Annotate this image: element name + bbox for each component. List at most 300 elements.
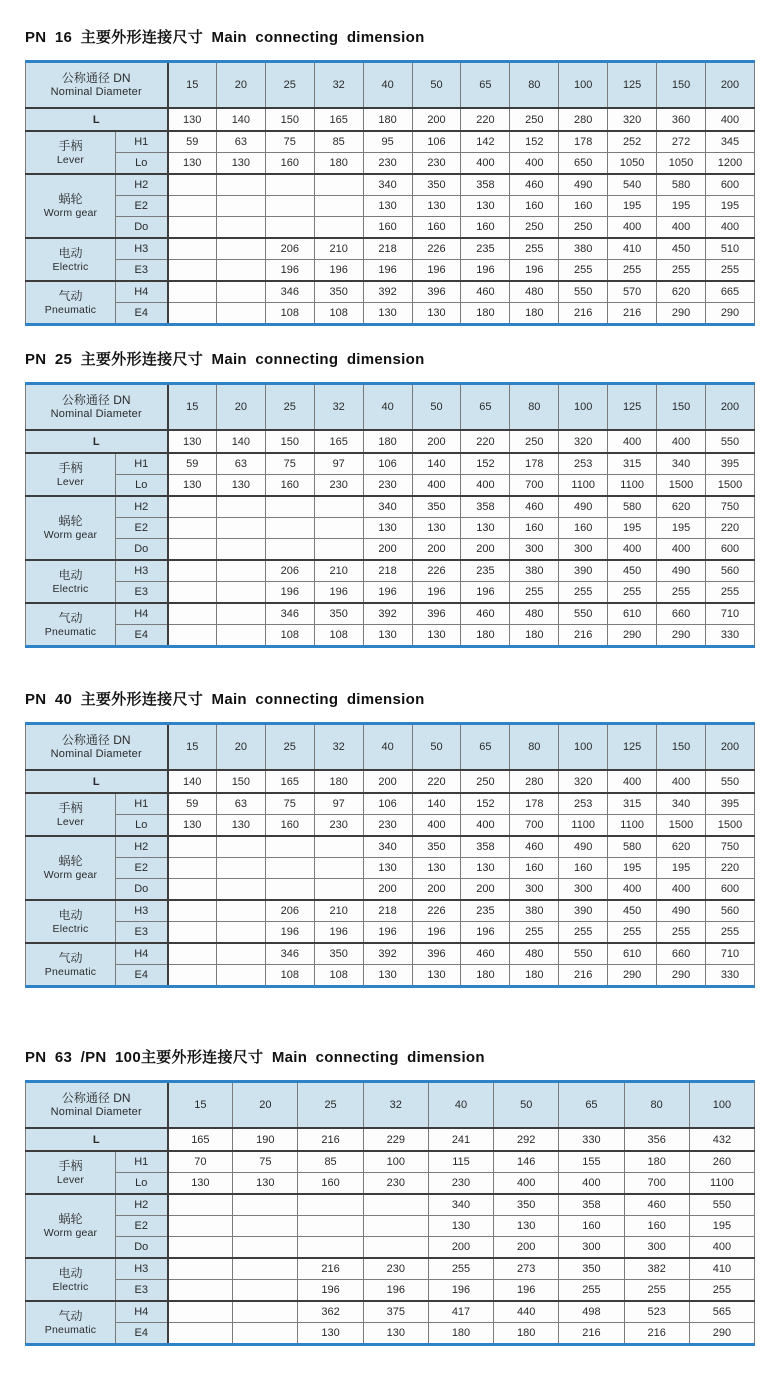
value-cell: 210 [314,560,363,582]
value-cell: 165 [314,430,363,453]
group-label-zh: 手柄 [58,800,83,815]
value-cell [233,1237,298,1259]
value-cell: 460 [510,496,559,518]
value-cell: 255 [705,582,754,604]
value-cell: 59 [168,131,217,153]
value-cell: 400 [689,1237,754,1259]
value-cell: 180 [461,303,510,325]
value-cell: 330 [559,1128,624,1151]
value-cell: 180 [428,1323,493,1345]
value-cell: 490 [559,496,608,518]
dimension-section [25,1046,755,1346]
value-cell: 550 [559,603,608,625]
value-cell: 620 [657,496,706,518]
group-label-zh: 电动 [58,567,83,582]
value-cell: 200 [461,879,510,901]
value-cell: 220 [705,858,754,879]
value-cell: 130 [461,196,510,217]
group-label-cell [26,943,116,987]
value-cell: 130 [494,1216,559,1237]
value-cell [216,303,265,325]
value-cell: 180 [461,625,510,647]
value-cell: 218 [363,560,412,582]
value-cell [168,496,217,518]
value-cell: 200 [363,539,412,561]
value-cell: 130 [412,858,461,879]
value-cell: 350 [559,1258,624,1280]
value-cell: 255 [428,1258,493,1280]
row-sublabel-cell: H2 [116,174,168,196]
value-cell: 700 [510,475,559,497]
value-cell: 410 [608,238,657,260]
value-cell: 250 [461,770,510,793]
group-label-cell [26,131,116,174]
value-cell: 130 [168,475,217,497]
value-cell: 218 [363,900,412,922]
dn-header-cell: 15 [168,384,217,431]
value-cell: 230 [412,153,461,175]
value-cell: 70 [168,1151,233,1173]
dn-header-cell: 40 [363,384,412,431]
value-cell: 206 [265,238,314,260]
dn-header-cell: 50 [412,724,461,771]
value-cell: 196 [314,260,363,282]
value-cell: 390 [559,560,608,582]
group-label-cell [26,281,116,325]
value-cell: 252 [608,131,657,153]
dn-header-cell: 15 [168,724,217,771]
value-cell: 750 [705,836,754,858]
value-cell: 340 [657,793,706,815]
value-cell: 580 [657,174,706,196]
value-cell: 396 [412,603,461,625]
value-cell [216,879,265,901]
group-label-cell [26,603,116,647]
value-cell: 196 [412,582,461,604]
value-cell: 400 [510,153,559,175]
group-label-cell [26,1194,116,1258]
dn-header-cell: 15 [168,1082,233,1129]
value-cell [168,539,217,561]
row-label-L: L [26,1128,168,1151]
value-cell: 565 [689,1301,754,1323]
row-sublabel-cell: Lo [116,1173,168,1195]
value-cell: 115 [428,1151,493,1173]
value-cell: 59 [168,793,217,815]
group-label-zh: 蜗轮 [58,514,83,528]
value-cell: 400 [608,217,657,239]
value-cell: 200 [412,430,461,453]
row-sublabel-cell: E3 [116,582,168,604]
value-cell: 358 [461,496,510,518]
dn-header-cell: 80 [624,1082,689,1129]
value-cell: 230 [363,153,412,175]
value-cell: 220 [412,770,461,793]
value-cell [265,539,314,561]
value-cell: 350 [412,496,461,518]
value-cell [168,281,217,303]
value-cell: 255 [510,238,559,260]
value-cell: 320 [559,770,608,793]
value-cell: 130 [461,858,510,879]
dimension-section [25,348,755,648]
value-cell: 330 [705,625,754,647]
value-cell: 375 [363,1301,428,1323]
value-cell [168,582,217,604]
value-cell: 226 [412,238,461,260]
value-cell [233,1280,298,1302]
row-sublabel-cell: H3 [116,560,168,582]
row-sublabel-cell: Lo [116,815,168,837]
value-cell: 340 [657,453,706,475]
value-cell: 255 [608,582,657,604]
row-sublabel-cell: Do [116,879,168,901]
value-cell: 570 [608,281,657,303]
value-cell: 1050 [608,153,657,175]
value-cell: 200 [428,1237,493,1259]
row-label-L: L [26,108,168,131]
value-cell: 280 [510,770,559,793]
group-label-cell [26,174,116,238]
value-cell [216,260,265,282]
group-label-en: Worm gear [43,869,98,881]
value-cell: 350 [412,174,461,196]
value-cell [216,238,265,260]
value-cell [233,1258,298,1280]
dn-header-cell: 32 [314,384,363,431]
value-cell: 490 [657,560,706,582]
value-cell: 97 [314,453,363,475]
value-cell: 255 [510,582,559,604]
row-sublabel-cell: E4 [116,1323,168,1345]
row-sublabel-cell: E3 [116,922,168,944]
value-cell: 1100 [559,475,608,497]
value-cell: 432 [689,1128,754,1151]
value-cell [216,582,265,604]
row-sublabel-cell: E3 [116,1280,168,1302]
value-cell [233,1194,298,1216]
value-cell: 130 [412,303,461,325]
value-cell: 560 [705,560,754,582]
dn-header-cell: 25 [298,1082,363,1129]
corner-label-zh: 公称通径 DN [61,733,131,747]
value-cell: 75 [233,1151,298,1173]
value-cell: 356 [624,1128,689,1151]
value-cell [314,879,363,901]
value-cell: 255 [657,260,706,282]
value-cell: 315 [608,793,657,815]
value-cell: 130 [168,108,217,131]
value-cell: 216 [624,1323,689,1345]
value-cell: 130 [363,858,412,879]
row-sublabel-cell: Do [116,217,168,239]
value-cell: 395 [705,793,754,815]
value-cell: 230 [428,1173,493,1195]
group-label-en: Pneumatic [44,1323,97,1336]
value-cell: 180 [461,965,510,987]
value-cell: 300 [510,879,559,901]
value-cell: 300 [559,879,608,901]
value-cell: 235 [461,238,510,260]
value-cell [216,836,265,858]
group-label-en: Pneumatic [44,625,97,638]
value-cell: 358 [461,174,510,196]
value-cell: 358 [559,1194,624,1216]
value-cell [265,196,314,217]
value-cell: 140 [412,453,461,475]
row-sublabel-cell: Lo [116,475,168,497]
value-cell: 490 [559,836,608,858]
value-cell: 660 [657,603,706,625]
value-cell: 196 [461,260,510,282]
value-cell: 255 [510,922,559,944]
row-sublabel-cell: H4 [116,603,168,625]
value-cell: 196 [412,260,461,282]
dn-header-cell: 100 [559,384,608,431]
value-cell: 180 [314,770,363,793]
value-cell: 108 [265,965,314,987]
value-cell: 395 [705,453,754,475]
value-cell: 255 [559,922,608,944]
value-cell: 130 [363,625,412,647]
value-cell: 230 [363,1258,428,1280]
value-cell: 130 [412,965,461,987]
value-cell: 272 [657,131,706,153]
corner-header-cell [26,62,168,109]
value-cell: 108 [314,303,363,325]
value-cell: 196 [363,1280,428,1302]
value-cell: 178 [510,453,559,475]
value-cell: 196 [363,922,412,944]
value-cell: 85 [298,1151,363,1173]
dn-header-cell: 65 [461,62,510,109]
value-cell: 300 [510,539,559,561]
dimension-table [25,1080,755,1346]
value-cell [298,1194,363,1216]
value-cell [168,943,217,965]
value-cell: 340 [363,496,412,518]
value-cell [314,539,363,561]
value-cell: 180 [363,108,412,131]
dimension-table [25,60,755,326]
group-label-en: Electric [52,922,89,935]
value-cell: 440 [494,1301,559,1323]
value-cell: 180 [624,1151,689,1173]
group-label-en: Worm gear [43,1227,98,1239]
value-cell: 206 [265,900,314,922]
group-label-en: Electric [52,582,89,595]
value-cell: 340 [428,1194,493,1216]
corner-header-cell [26,384,168,431]
value-cell: 160 [559,196,608,217]
section-title: PN 40 主要外形连接尺寸 Main connecting dimension [25,691,425,708]
corner-header-cell [26,1082,168,1129]
value-cell [168,196,217,217]
dn-header-cell: 25 [265,62,314,109]
row-sublabel-cell: H1 [116,131,168,153]
value-cell [168,1216,233,1237]
dn-header-cell: 125 [608,62,657,109]
value-cell: 610 [608,943,657,965]
value-cell: 620 [657,281,706,303]
value-cell: 710 [705,603,754,625]
dn-header-cell: 65 [559,1082,624,1129]
value-cell: 255 [657,582,706,604]
value-cell: 665 [705,281,754,303]
dn-header-cell: 125 [608,384,657,431]
value-cell: 130 [363,518,412,539]
value-cell: 160 [559,518,608,539]
value-cell: 160 [510,518,559,539]
value-cell: 216 [608,303,657,325]
value-cell: 152 [510,131,559,153]
value-cell [168,922,217,944]
value-cell: 460 [461,281,510,303]
value-cell: 1100 [689,1173,754,1195]
group-label-zh: 电动 [58,907,83,922]
value-cell: 400 [412,475,461,497]
corner-label-zh: 公称通径 DN [61,393,131,407]
value-cell: 400 [461,815,510,837]
value-cell: 362 [298,1301,363,1323]
value-cell: 400 [559,1173,624,1195]
value-cell: 290 [657,303,706,325]
corner-label-zh: 公称通径 DN [61,1091,131,1105]
value-cell [168,965,217,987]
dn-header-cell: 150 [657,62,706,109]
value-cell: 255 [608,922,657,944]
value-cell: 195 [608,858,657,879]
value-cell: 560 [705,900,754,922]
row-sublabel-cell: H3 [116,900,168,922]
value-cell: 196 [428,1280,493,1302]
value-cell: 290 [608,625,657,647]
dimension-section [25,688,755,988]
value-cell: 710 [705,943,754,965]
value-cell: 59 [168,453,217,475]
dn-header-cell: 125 [608,724,657,771]
value-cell: 130 [298,1323,363,1345]
value-cell: 350 [412,836,461,858]
value-cell: 1100 [608,475,657,497]
group-label-zh: 蜗轮 [58,854,83,868]
value-cell: 400 [608,539,657,561]
value-cell: 1100 [559,815,608,837]
value-cell: 290 [689,1323,754,1345]
value-cell [168,1323,233,1345]
value-cell: 1050 [657,153,706,175]
value-cell: 350 [314,603,363,625]
value-cell: 230 [363,815,412,837]
value-cell: 396 [412,281,461,303]
value-cell: 195 [657,518,706,539]
value-cell [265,518,314,539]
value-cell: 220 [705,518,754,539]
value-cell: 216 [559,625,608,647]
value-cell: 480 [510,281,559,303]
value-cell: 750 [705,496,754,518]
value-cell [168,1194,233,1216]
value-cell: 250 [510,108,559,131]
value-cell: 160 [265,475,314,497]
value-cell: 346 [265,603,314,625]
value-cell: 130 [168,1173,233,1195]
value-cell: 196 [298,1280,363,1302]
value-cell: 95 [363,131,412,153]
row-sublabel-cell: E2 [116,518,168,539]
group-label-cell [26,900,116,943]
value-cell [265,217,314,239]
value-cell: 216 [559,965,608,987]
value-cell: 200 [461,539,510,561]
value-cell: 550 [559,943,608,965]
dn-header-cell: 32 [314,62,363,109]
value-cell: 650 [559,153,608,175]
value-cell: 196 [363,260,412,282]
dn-header-cell: 80 [510,724,559,771]
value-cell: 260 [689,1151,754,1173]
value-cell: 210 [314,238,363,260]
group-label-en: Electric [52,1280,89,1293]
value-cell: 130 [168,153,217,175]
value-cell [168,1280,233,1302]
row-sublabel-cell: Do [116,539,168,561]
value-cell [314,496,363,518]
value-cell [168,836,217,858]
value-cell: 200 [363,770,412,793]
value-cell: 230 [363,475,412,497]
value-cell: 400 [412,815,461,837]
value-cell: 196 [265,922,314,944]
value-cell: 196 [265,582,314,604]
dn-header-cell: 32 [314,724,363,771]
value-cell: 180 [510,965,559,987]
value-cell [168,238,217,260]
value-cell: 195 [705,196,754,217]
value-cell: 130 [216,153,265,175]
value-cell: 660 [657,943,706,965]
value-cell: 196 [363,582,412,604]
value-cell: 130 [428,1216,493,1237]
value-cell: 140 [216,430,265,453]
value-cell: 1500 [705,815,754,837]
value-cell: 255 [705,922,754,944]
value-cell [168,303,217,325]
value-cell: 130 [363,1323,428,1345]
value-cell [265,174,314,196]
section-title: PN 63 /PN 100主要外形连接尺寸 Main connecting dimension [25,1049,485,1066]
value-cell: 195 [657,858,706,879]
value-cell: 250 [510,430,559,453]
value-cell [216,965,265,987]
value-cell: 196 [314,922,363,944]
dn-header-cell: 20 [216,384,265,431]
value-cell: 400 [705,217,754,239]
row-sublabel-cell: H1 [116,793,168,815]
value-cell [168,1258,233,1280]
value-cell [363,1216,428,1237]
value-cell: 510 [705,238,754,260]
dn-header-cell: 25 [265,384,314,431]
value-cell [216,625,265,647]
corner-label-en: Nominal Diameter [50,408,142,420]
value-cell: 540 [608,174,657,196]
dn-header-cell: 40 [363,62,412,109]
value-cell: 130 [412,196,461,217]
value-cell: 400 [705,108,754,131]
value-cell: 292 [494,1128,559,1151]
value-cell: 417 [428,1301,493,1323]
